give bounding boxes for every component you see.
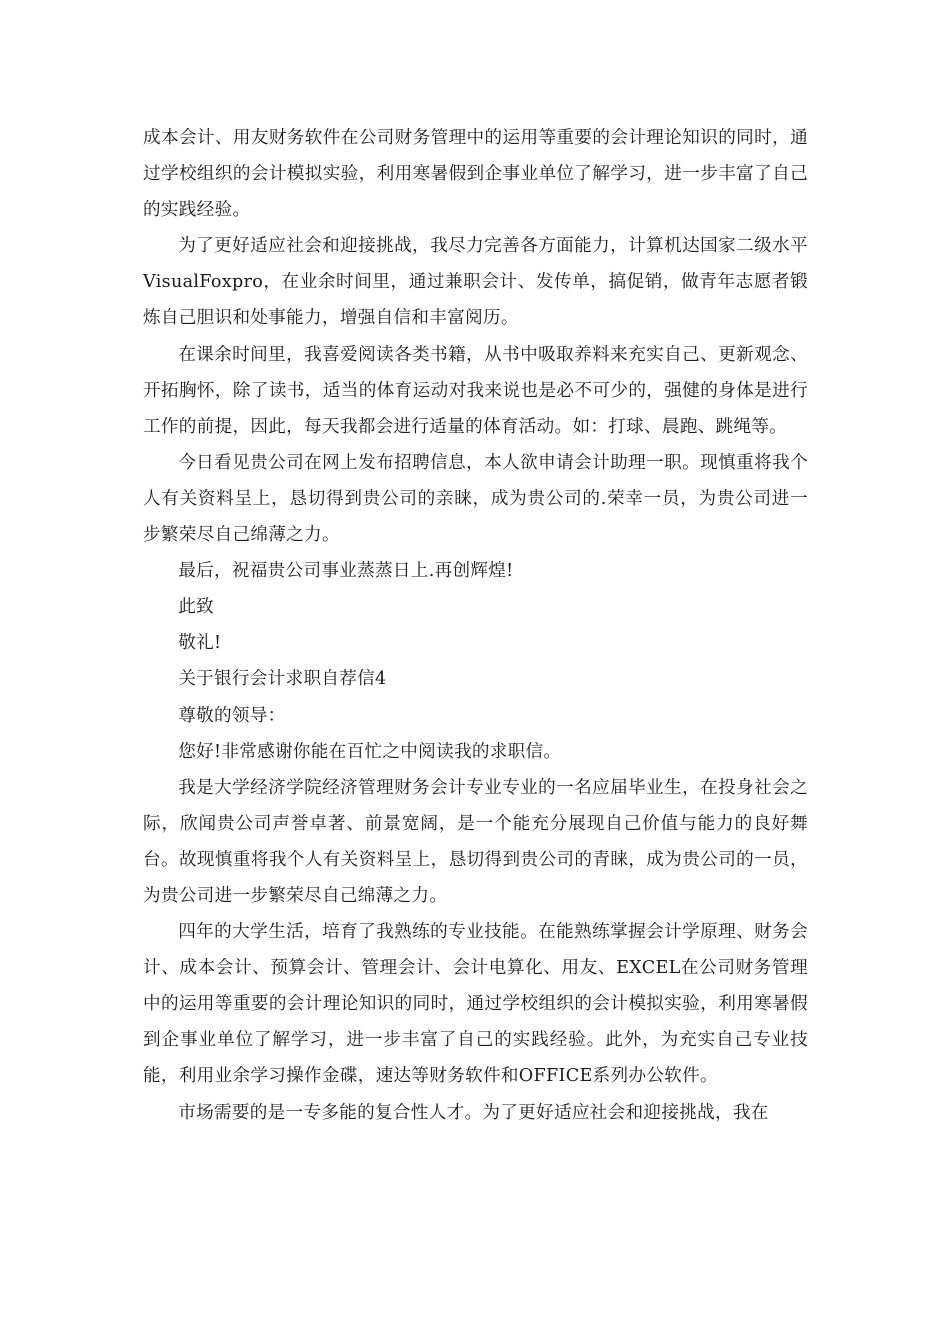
section-heading: 关于银行会计求职自荐信4	[178, 669, 387, 690]
paragraph-3: 在课余时间里，我喜爱阅读各类书籍，从书中吸取养料来充实自己、更新观念、开拓胸怀，除了读书，适当的体育运动对我来说也是必不可少的，强健的身体是进行工作的前提，因此，每天我都会进行适量的体育活动。如：打球、晨跑、跳绳等。	[143, 344, 808, 437]
paragraph-4: 今日看见贵公司在网上发布招聘信息，本人欲申请会计助理一职。现慎重将我个人有关资料呈上，恳切得到贵公司的亲睐，成为贵公司的.荣幸一员，为贵公司进一步繁荣尽自己绵薄之力。	[143, 452, 808, 546]
salutation-cizhi: 此致	[178, 597, 214, 618]
paragraph-skills: 四年的大学生活，培育了我熟练的专业技能。在能熟练掌握会计学原理、财务会计、成本会计、预算会计、管理会计、会计电算化、用友、EXCEL在公司财务管理中的运用等重要的会计理论知识的同时，通过学校组织的会计模拟实验，利用寒暑假到企事业单位了解学习，进一步丰富了自己的实践经验。此外，为充实自己专业技能，利用业余学习操作金碟，速达等财务软件和OFFICE系列办公软件。	[143, 922, 808, 1087]
paragraph-1: 成本会计、用友财务软件在公司财务管理中的运用等重要的会计理论知识的同时，通过学校组织的会计模拟实验，利用寒暑假到企事业单位了解学习，进一步丰富了自己的实践经验。	[143, 128, 808, 221]
document-body	[143, 120, 808, 1131]
paragraph-intro: 我是大学经济学院经济管理财务会计专业专业的一名应届毕业生，在投身社会之际，欣闻贵公司声誉卓著、前景宽阔，是一个能充分展现自己价值与能力的良好舞台。故现慎重将我个人有关资料呈上，恳切得到贵公司的青睐，成为贵公司的一员，为贵公司进一步繁荣尽自己绵薄之力。	[143, 777, 808, 906]
salutation-jingli: 敬礼!	[178, 633, 222, 654]
paragraph-2: 为了更好适应社会和迎接挑战，我尽力完善各方面能力，计算机达国家二级水平VisualFoxpro，在业余时间里，通过兼职会计、发传单，搞促销，做青年志愿者锻炼自己胆识和处事能力，增强自信和丰富阅历。	[143, 236, 808, 329]
paragraph-market: 市场需要的是一专多能的复合性人才。为了更好适应社会和迎接挑战，我在	[178, 1102, 769, 1123]
closing-wish: 最后，祝福贵公司事业蒸蒸日上.再创辉煌!	[178, 561, 514, 582]
opening-line: 您好!非常感谢你能在百忙之中阅读我的求职信。	[178, 741, 562, 762]
greeting: 尊敬的领导：	[178, 705, 286, 726]
